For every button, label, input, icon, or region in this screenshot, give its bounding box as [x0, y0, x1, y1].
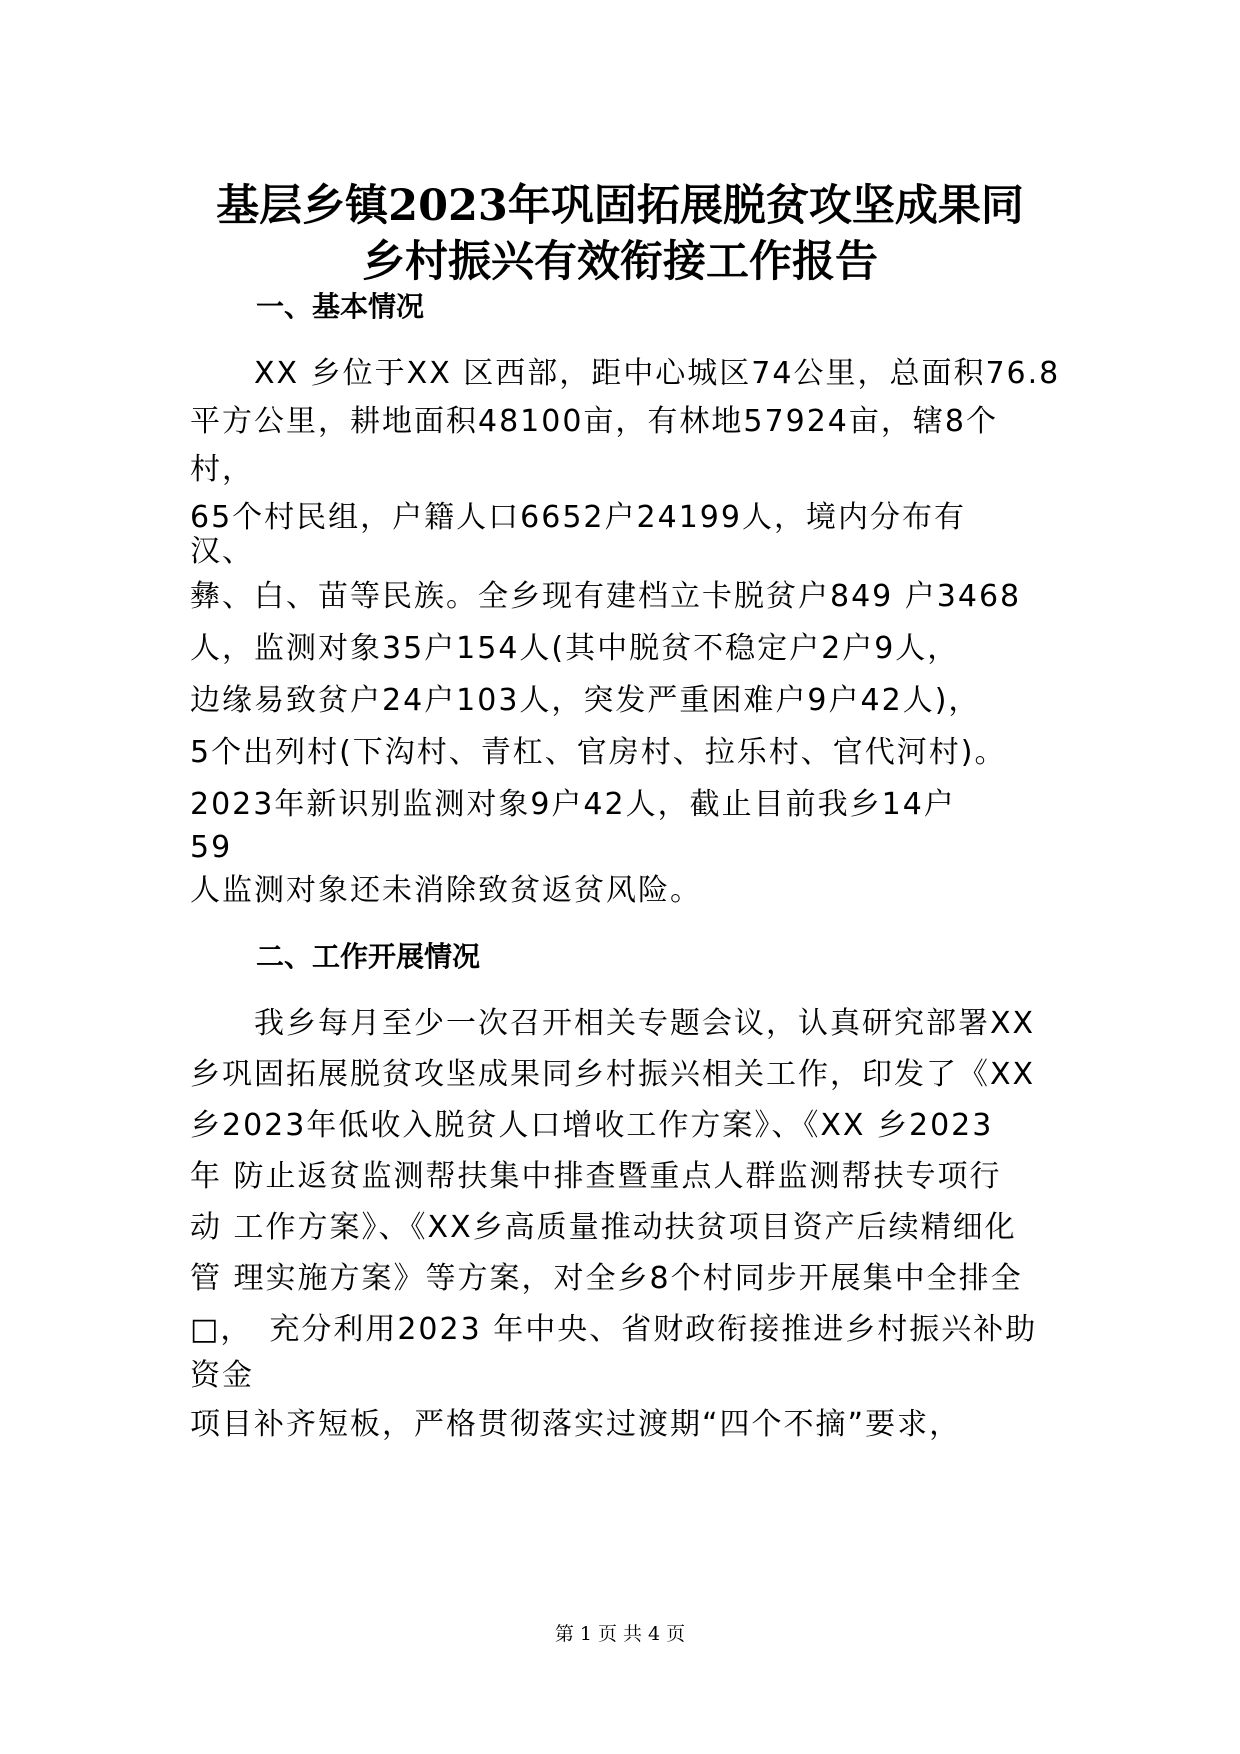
- paragraph-line: 5个出列村(下沟村、青杠、官房村、拉乐村、官代河村)。: [190, 735, 1007, 770]
- section-heading-work: 二、工作开展情况: [256, 940, 481, 973]
- paragraph-line: 平方公里，耕地面积48100亩，有林地57924亩，辖8个: [190, 404, 998, 439]
- paragraph-line: 汉、: [190, 534, 254, 569]
- paragraph-line: 65个村民组，户籍人口6652户24199人，境内分布有: [190, 500, 966, 535]
- page-number-footer: 第 1 页 共 4 页: [554, 1623, 686, 1645]
- title-line-2: 乡村振兴有效衔接工作报告: [362, 237, 878, 287]
- paragraph-line: □， 充分利用2023 年中央、省财政衔接推进乡村振兴补助: [190, 1312, 1038, 1347]
- section-heading-basic: 一、基本情况: [256, 290, 425, 323]
- paragraph-line: 乡2023年低收入脱贫人口增收工作方案》、《XX 乡2023: [190, 1108, 994, 1143]
- paragraph-line: 59: [190, 830, 233, 865]
- paragraph-line: 管 理实施方案》等方案，对全乡8个村同步开展集中全排全: [190, 1261, 1023, 1296]
- paragraph-line: 彝、白、苗等民族。全乡现有建档立卡脱贫户849 户3468: [190, 579, 1022, 614]
- paragraph-line: 动 工作方案》、《XX乡高质量推动扶贫项目资产后续精细化: [190, 1210, 1017, 1245]
- document-title: [150, 178, 1090, 290]
- paragraph-line: 资金: [190, 1358, 254, 1393]
- paragraph-line: 项目补齐短板，严格贯彻落实过渡期“四个不摘”要求，: [190, 1407, 962, 1442]
- paragraph-line: 人，监测对象35户154人(其中脱贫不稳定户2户9人，: [190, 631, 960, 666]
- paragraph-line: 乡巩固拓展脱贫攻坚成果同乡村振兴相关工作，印发了《XX: [190, 1057, 1036, 1092]
- paragraph-line: 人监测对象还未消除致贫返贫风险。: [190, 873, 702, 908]
- paragraph-line: 年 防止返贫监测帮扶集中排查暨重点人群监测帮扶专项行: [190, 1159, 1002, 1194]
- paragraph-line: XX 乡位于XX 区西部，距中心城区74公里，总面积76.8: [190, 356, 1061, 391]
- paragraph-line: 村，: [190, 452, 254, 487]
- paragraph-line: 边缘易致贫户24户103人，突发严重困难户9户42人)，: [190, 683, 981, 718]
- paragraph-line: 我乡每月至少一次召开相关专题会议，认真研究部署XX: [190, 1006, 1036, 1041]
- title-line-1: 基层乡镇2023年巩固拓展脱贫攻坚成果同: [216, 181, 1024, 231]
- paragraph-line: 2023年新识别监测对象9户42人，截止目前我乡14户: [190, 787, 956, 822]
